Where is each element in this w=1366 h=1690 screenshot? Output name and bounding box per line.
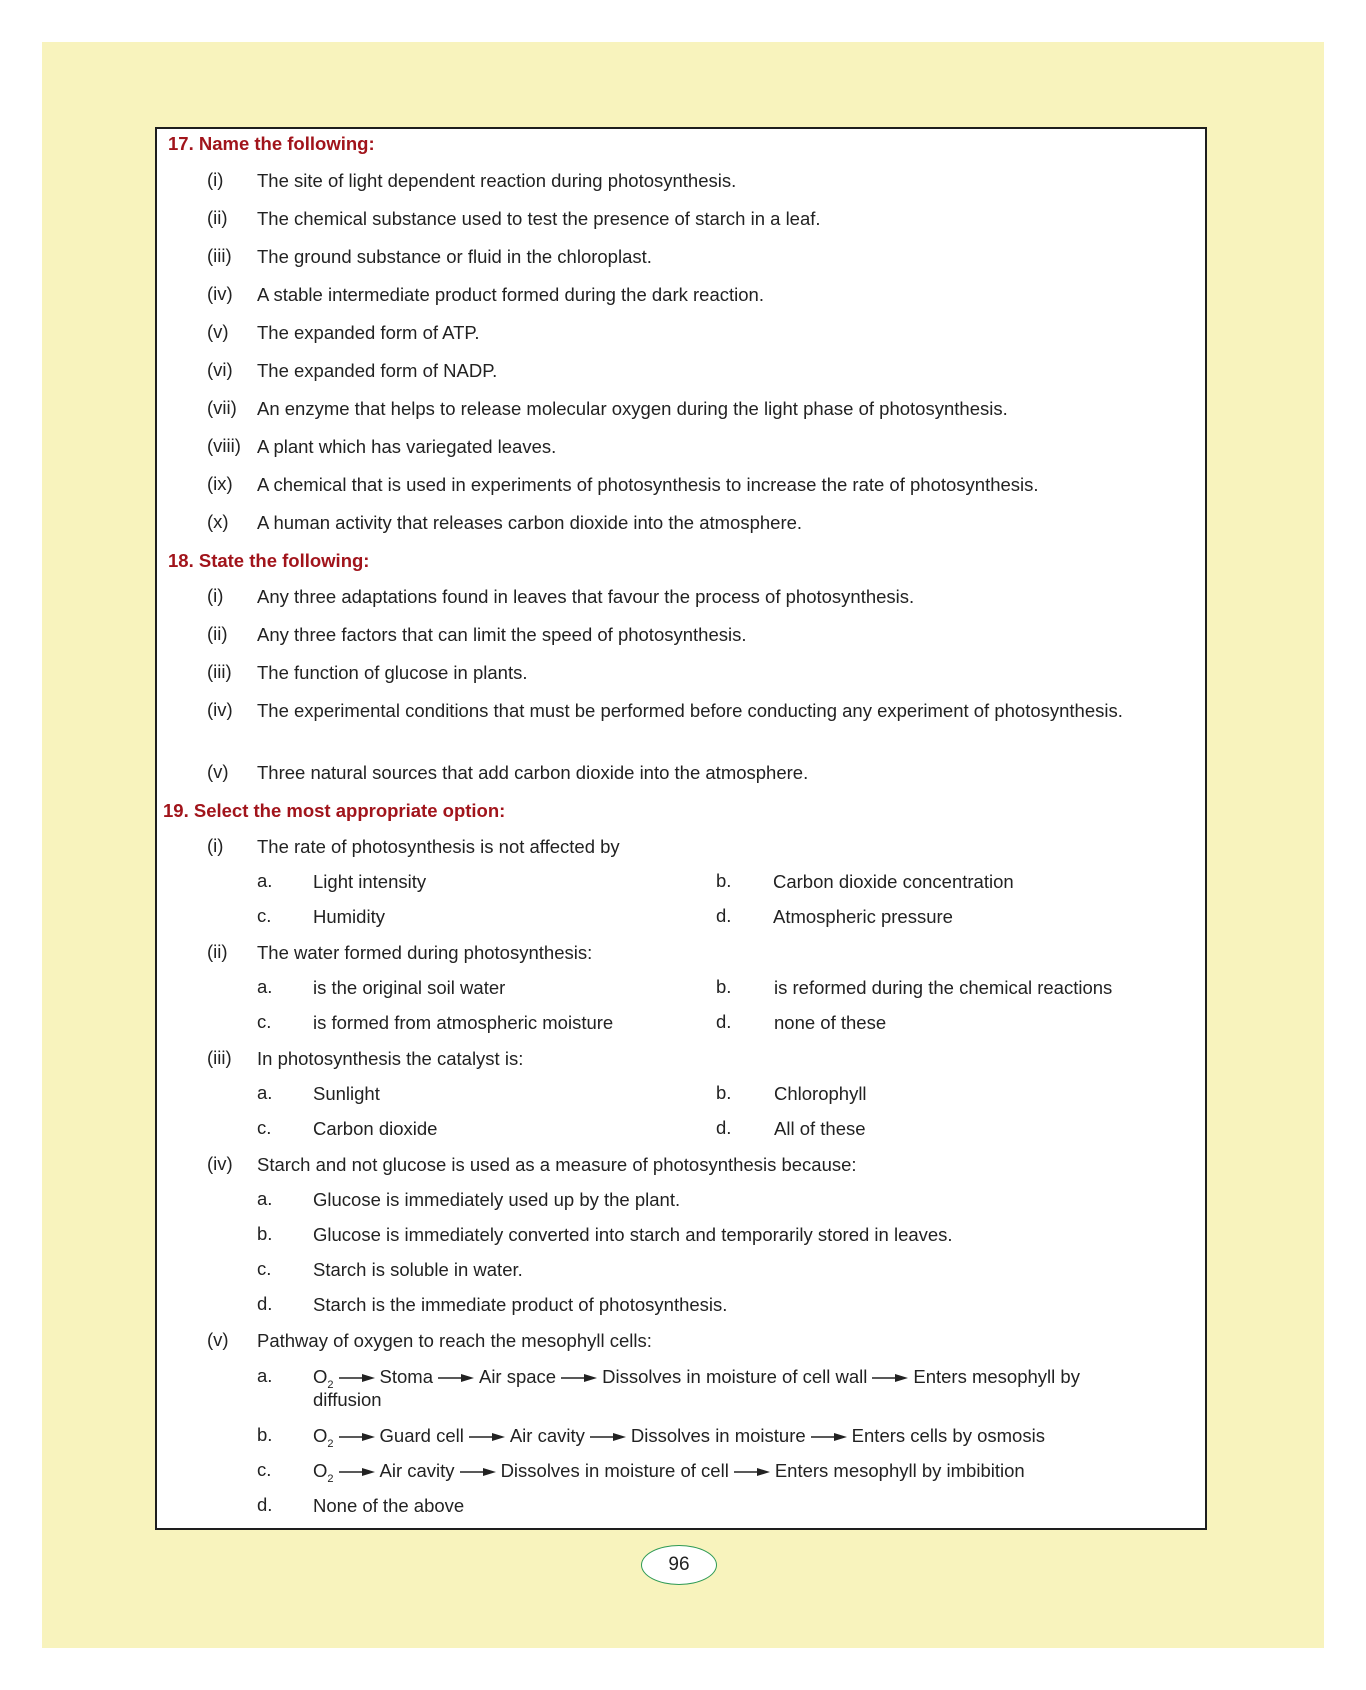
q19-part-stem: In photosynthesis the catalyst is: [257, 1048, 524, 1069]
arrow-icon [811, 1432, 847, 1442]
arrow-icon [590, 1432, 626, 1442]
q19-part-number: (v) [207, 1329, 229, 1350]
option-text: is reformed during the chemical reactions [774, 977, 1113, 998]
option-letter: c. [257, 1117, 272, 1138]
option-letter: c. [257, 1011, 272, 1032]
q17-item-number: (v) [207, 321, 229, 342]
option-text: Glucose is immediately converted into starch and temporarily stored in leaves. [313, 1224, 953, 1245]
arrow-icon [438, 1373, 474, 1383]
arrow-icon [561, 1373, 597, 1383]
pathway-step: Stoma [379, 1366, 433, 1387]
pathway-b [313, 1424, 1045, 1450]
option-letter: d. [716, 1117, 732, 1138]
arrow-icon [339, 1432, 375, 1442]
q17-item-text: The ground substance or fluid in the chloroplast. [257, 246, 652, 267]
q18-item-text: The experimental conditions that must be performed before conducting any experiment of photosynthesis. [257, 700, 1123, 721]
q17-item-text: The chemical substance used to test the presence of starch in a leaf. [257, 208, 821, 229]
arrow-icon [339, 1467, 375, 1477]
option-text: Humidity [313, 906, 385, 927]
option-text: Carbon dioxide concentration [773, 871, 1014, 892]
q17-item-number: (vii) [207, 397, 237, 418]
q18-item-number: (v) [207, 761, 229, 782]
option-letter: a. [257, 976, 273, 997]
pathway-continuation: diffusion [313, 1389, 382, 1410]
option-letter: d. [716, 905, 732, 926]
arrow-icon [339, 1373, 375, 1383]
option-letter: b. [716, 1082, 732, 1103]
q18-item-number: (i) [207, 585, 224, 606]
q17-item-number: (ix) [207, 473, 233, 494]
pathway-c [313, 1459, 1025, 1485]
q19-part-number: (ii) [207, 941, 228, 962]
pathway-step: Enters mesophyll by imbibition [774, 1460, 1025, 1481]
option-text: Glucose is immediately used up by the plant. [313, 1189, 681, 1210]
q18-item-number: (iii) [207, 661, 232, 682]
option-text: None of the above [313, 1495, 465, 1516]
q17-item-number: (vi) [207, 359, 233, 380]
q18-item-text: Any three factors that can limit the speed of photosynthesis. [257, 624, 747, 645]
oxygen-formula: $O_2$ [313, 1366, 334, 1391]
pathway-step: Air space [478, 1366, 557, 1387]
pathway-step: Enters cells by osmosis [851, 1425, 1045, 1446]
option-letter: a. [257, 1188, 273, 1209]
q17-item-number: (i) [207, 169, 224, 190]
pathway-step: Air cavity [509, 1425, 585, 1446]
option-letter: d. [716, 1011, 732, 1032]
q19-part-stem: The rate of photosynthesis is not affected by [257, 836, 620, 857]
q19-part-number: (iv) [207, 1153, 233, 1174]
option-letter: b. [257, 1223, 273, 1244]
arrow-icon [872, 1373, 908, 1383]
option-text: Starch is soluble in water. [313, 1259, 523, 1280]
option-letter: a. [257, 1365, 273, 1386]
option-text: Atmospheric pressure [773, 906, 953, 927]
pathway-step: Dissolves in moisture of cell [500, 1460, 729, 1481]
q17-item-text: A human activity that releases carbon dioxide into the atmosphere. [257, 512, 803, 533]
q17-item-text: An enzyme that helps to release molecular oxygen during the light phase of photosynthesis. [257, 398, 1008, 419]
q19-part-number: (iii) [207, 1047, 232, 1068]
option-letter: b. [716, 976, 732, 997]
pathway-step: Air cavity [379, 1460, 455, 1481]
option-letter: c. [257, 1459, 272, 1480]
option-letter: a. [257, 870, 273, 891]
q19-part-number: (i) [207, 835, 224, 856]
option-text: Chlorophyll [774, 1083, 867, 1104]
oxygen-formula: $O_2$ [313, 1425, 334, 1450]
option-letter: b. [716, 870, 732, 891]
pathway-step: Dissolves in moisture of cell wall [602, 1366, 868, 1387]
pathway-step: Enters mesophyll by [913, 1366, 1080, 1387]
q17-item-text: The expanded form of ATP. [257, 322, 480, 343]
q17-item-text: A chemical that is used in experiments of photosynthesis to increase the rate of photosynthesis. [257, 474, 1039, 495]
q18-heading: 18. State the following: [168, 550, 370, 571]
option-text: Starch is the immediate product of photosynthesis. [313, 1294, 728, 1315]
q19-heading: 19. Select the most appropriate option: [163, 800, 506, 821]
q17-item-number: (ii) [207, 207, 228, 228]
option-text: is the original soil water [313, 977, 506, 998]
option-text: none of these [774, 1012, 887, 1033]
q19-part-stem: Starch and not glucose is used as a measure of photosynthesis because: [257, 1154, 857, 1175]
q18-item-text: Three natural sources that add carbon dioxide into the atmosphere. [257, 762, 809, 783]
option-text: Light intensity [313, 871, 427, 892]
arrow-icon [469, 1432, 505, 1442]
option-letter: c. [257, 905, 272, 926]
option-letter: b. [257, 1424, 273, 1445]
arrow-icon [460, 1467, 496, 1477]
q17-item-number: (viii) [207, 435, 241, 456]
option-letter: c. [257, 1258, 272, 1279]
option-text: is formed from atmospheric moisture [313, 1012, 614, 1033]
oxygen-formula: $O_2$ [313, 1460, 334, 1485]
option-text: Carbon dioxide [313, 1118, 438, 1139]
arrow-icon [734, 1467, 770, 1477]
q17-item-text: A stable intermediate product formed during the dark reaction. [257, 284, 764, 305]
q17-item-number: (iv) [207, 283, 233, 304]
q17-item-text: A plant which has variegated leaves. [257, 436, 557, 457]
q18-item-number: (ii) [207, 623, 228, 644]
pathway-step: Guard cell [379, 1425, 464, 1446]
option-letter: a. [257, 1082, 273, 1103]
option-text: Sunlight [313, 1083, 380, 1104]
q17-heading: 17. Name the following: [168, 133, 375, 154]
q18-item-number: (iv) [207, 699, 233, 720]
q18-item-text: Any three adaptations found in leaves that favour the process of photosynthesis. [257, 586, 915, 607]
q17-item-text: The expanded form of NADP. [257, 360, 498, 381]
q19-part-stem: Pathway of oxygen to reach the mesophyll cells: [257, 1330, 652, 1351]
q17-item-text: The site of light dependent reaction during photosynthesis. [257, 170, 737, 191]
page-number: 96 [641, 1545, 717, 1585]
option-letter: d. [257, 1494, 273, 1515]
pathway-a [313, 1365, 1080, 1391]
option-text: All of these [774, 1118, 866, 1139]
q17-item-number: (x) [207, 511, 229, 532]
pathway-step: Dissolves in moisture [630, 1425, 806, 1446]
q19-part-stem: The water formed during photosynthesis: [257, 942, 593, 963]
q18-item-text: The function of glucose in plants. [257, 662, 528, 683]
option-letter: d. [257, 1293, 273, 1314]
q17-item-number: (iii) [207, 245, 232, 266]
